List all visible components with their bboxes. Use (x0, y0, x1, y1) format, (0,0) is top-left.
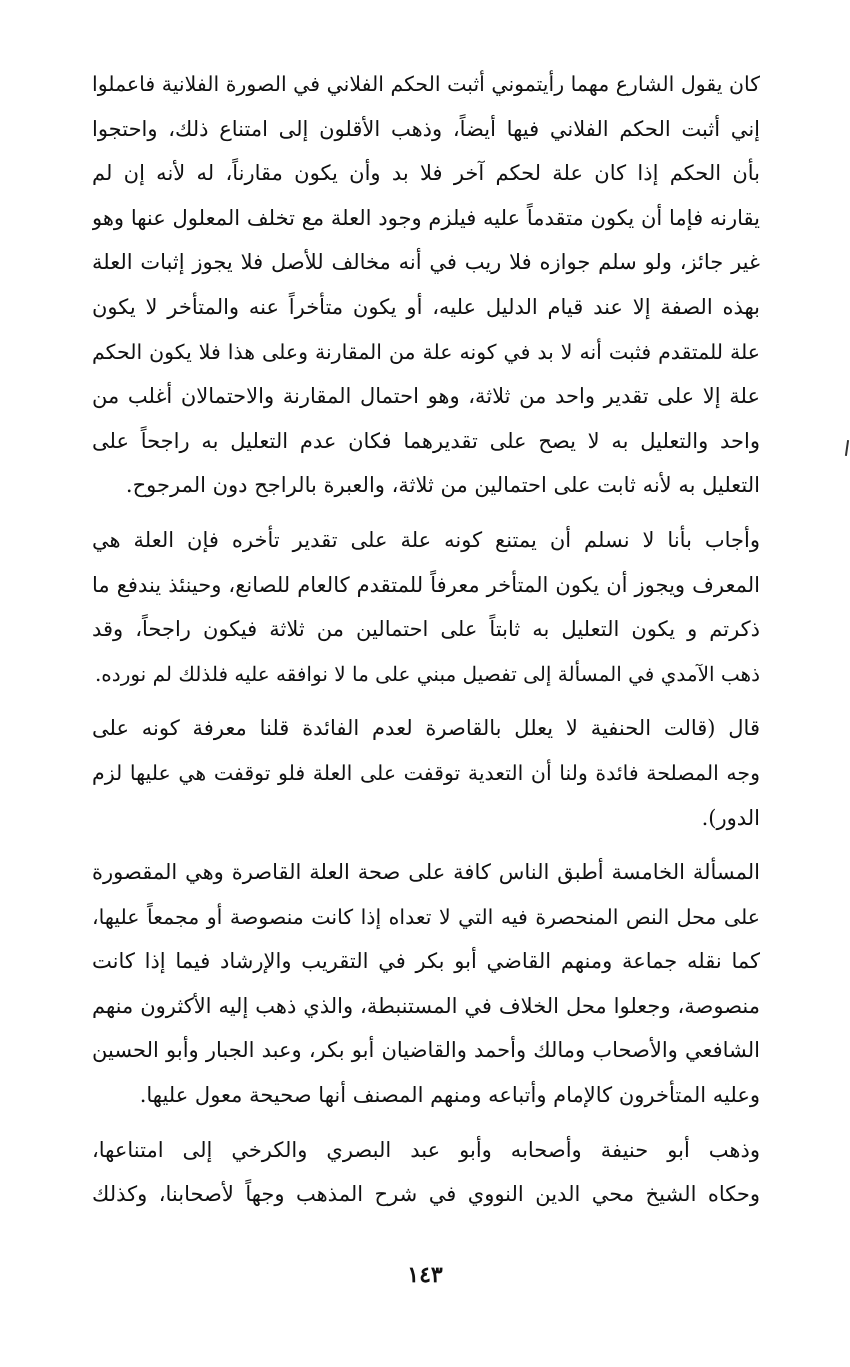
text-line: على محل النص المنحصرة فيه التي لا تعداه إذا كانت منصوصة أو مجمعاً عليها، (92, 904, 760, 929)
text-line: المعرف ويجوز أن يكون المتأخر معرفاً للمتقدم كالعام للصانع، وحينئذ يندفع ما (92, 572, 760, 597)
text-line: وأجاب بأنا لا نسلم أن يمتنع كونه علة على تقدير تأخره فإن العلة هي (92, 527, 760, 552)
text-line: كما نقله جماعة ومنهم القاضي أبو بكر في التقريب والإرشاد فيما إذا كانت (92, 949, 760, 974)
text-line: وذهب أبو حنيفة وأصحابه وأبو عبد البصري والكرخي إلى امتناعها، (92, 1137, 760, 1162)
text-line: قال (قالت الحنفية لا يعلل بالقاصرة لعدم الفائدة قلنا معرفة كونه على (92, 716, 760, 741)
text-line: علة للمتقدم فثبت أنه لا بد في كونه علة من المقارنة وعلى هذا فلا يكون الحكم (92, 339, 760, 364)
text-line: بهذه الصفة إلا عند قيام الدليل عليه، أو يكون متأخراً عنه والمتأخر لا يكون (92, 294, 760, 319)
paragraph-2 (92, 518, 760, 696)
text-line: إني أثبت الحكم الفلاني فيها أيضاً، وذهب الأقلون إلى امتناع ذلك، واحتجوا (92, 116, 760, 141)
text-line: يقارنه فإما أن يكون متقدماً عليه فيلزم وجود العلة مع تخلف المعلول عنها وهو (92, 205, 760, 230)
page-number: ١٤٣ (407, 1262, 443, 1288)
text-line: الدور). (701, 805, 760, 830)
paragraph-4 (92, 850, 760, 1118)
text-line: وجه المصلحة فائدة ولنا أن التعدية توقفت على العلة فلو توقفت هي عليها لزم (92, 760, 760, 785)
text-line: غير جائز، ولو سلم جوازه فلا ريب في أنه مخالف للأصل فلا يجوز إثبات العلة (92, 250, 760, 275)
text-line: ذهب الآمدي في المسألة إلى تفصيل مبني على ما لا نوافقه عليه فلذلك لم نورده. (94, 661, 760, 686)
text-line: وعليه المتأخرون كالإمام وأتباعه ومنهم المصنف أنها صحيحة معول عليها. (139, 1083, 760, 1108)
text-line: بأن الحكم إذا كان علة لحكم آخر فلا بد وأن يكون مقارناً، له لأنه إن لم (92, 161, 760, 186)
margin-mark (845, 440, 849, 456)
main-text (92, 62, 760, 1227)
text-line: ذكرتم و يكون التعليل به ثابتاً على احتمالين من ثلاثة فيكون راجحاً، وقد (92, 617, 760, 642)
text-line: التعليل به لأنه ثابت على احتمالين من ثلاثة، والعبرة بالراجح دون المرجوح. (125, 473, 760, 498)
paragraph-1 (92, 62, 760, 508)
text-line: علة إلا على تقدير واحد من ثلاثة، وهو احتمال المقارنة والاحتمالان أغلب من (92, 384, 760, 409)
text-line: كان يقول الشارع مهما رأيتموني أثبت الحكم الفلاني في الصورة الفلانية فاعملوا (92, 72, 760, 96)
text-line: واحد والتعليل به لا يصح على تقديرهما فكان عدم التعليل به راجحاً على (92, 428, 760, 453)
text-line: وحكاه الشيخ محي الدين النووي في شرح المذهب وجهاً لأصحابنا، وكذلك (92, 1182, 760, 1207)
text-line: منصوصة، وجعلوا محل الخلاف في المستنبطة، والذي ذهب إليه الأكثرون منهم (92, 993, 760, 1018)
text-line: المسألة الخامسة أطبق الناس كافة على صحة العلة القاصرة وهي المقصورة (92, 860, 760, 885)
paragraph-5 (92, 1128, 760, 1217)
text-line: الشافعي والأصحاب ومالك وأحمد والقاضيان أبو بكر، وعبد الجبار وأبو الحسين (92, 1038, 760, 1063)
paragraph-3 (92, 706, 760, 840)
